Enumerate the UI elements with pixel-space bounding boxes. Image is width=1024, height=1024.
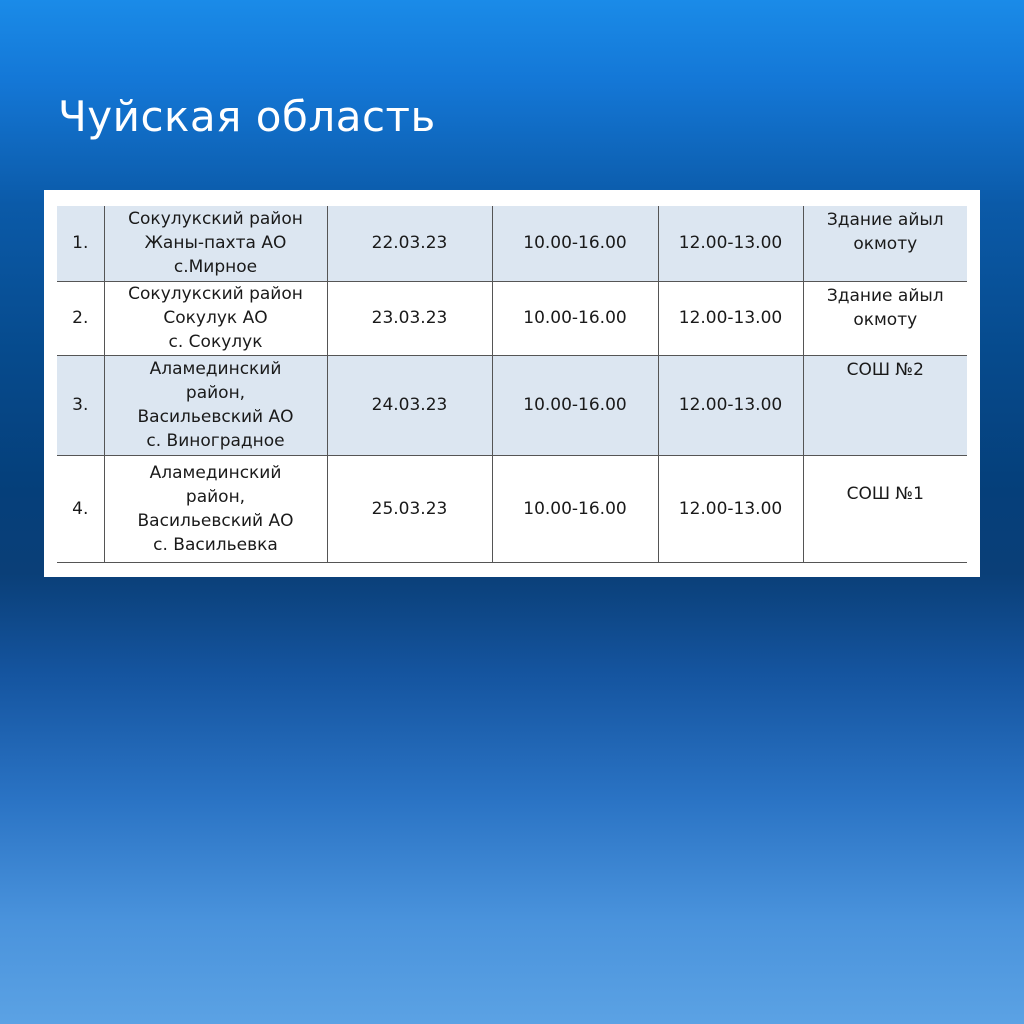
date-cell: 24.03.23 [327,355,492,455]
location-line: с. Сокулук [168,332,263,352]
place-line: СОШ №1 [846,483,924,504]
schedule-table [57,206,967,563]
place-cell [803,355,967,455]
location-line: Сокулук АО [163,308,268,328]
work-time-cell: 10.00-16.00 [492,455,658,562]
location-cell [104,355,327,455]
location-cell [104,455,327,562]
place-cell [803,206,967,281]
location-line: район, [185,383,246,403]
break-time-cell: 12.00-13.00 [658,455,803,562]
row-number: 2. [57,281,104,355]
date-cell: 22.03.23 [327,206,492,281]
page-title: Чуйская область [58,92,436,141]
location-line: Аламединский [149,359,282,379]
location-line: Аламединский [149,462,282,483]
row-number: 4. [57,455,104,562]
break-time-cell: 12.00-13.00 [658,281,803,355]
location-line: Сокулукский район [128,209,303,230]
row-number: 1. [57,206,104,281]
date-cell: 25.03.23 [327,455,492,562]
location-line: с.Мирное [173,257,258,278]
place-cell [803,281,967,355]
location-line: Васильевский АО [137,510,294,531]
table-row [57,206,967,281]
location-line: район, [185,486,246,507]
place-line: окмоту [853,309,918,330]
date-cell: 23.03.23 [327,281,492,355]
place-line: СОШ №2 [846,359,924,380]
schedule-card [44,190,980,577]
work-time-cell: 10.00-16.00 [492,206,658,281]
work-time-cell: 10.00-16.00 [492,281,658,355]
place-cell [803,455,967,562]
table-row [57,355,967,455]
location-line: Сокулукский район [128,284,303,304]
location-cell [104,206,327,281]
table-row [57,455,967,562]
location-line: Жаны-пахта АО [144,233,287,254]
row-number: 3. [57,355,104,455]
table-row [57,281,967,355]
place-line: Здание айыл [826,210,944,230]
location-line: Васильевский АО [137,407,294,427]
location-line: с. Васильевка [153,534,278,555]
break-time-cell: 12.00-13.00 [658,206,803,281]
break-time-cell: 12.00-13.00 [658,355,803,455]
place-line: окмоту [853,234,918,254]
location-line: с. Виноградное [146,431,285,451]
place-line: Здание айыл [826,285,944,306]
location-cell [104,281,327,355]
work-time-cell: 10.00-16.00 [492,355,658,455]
